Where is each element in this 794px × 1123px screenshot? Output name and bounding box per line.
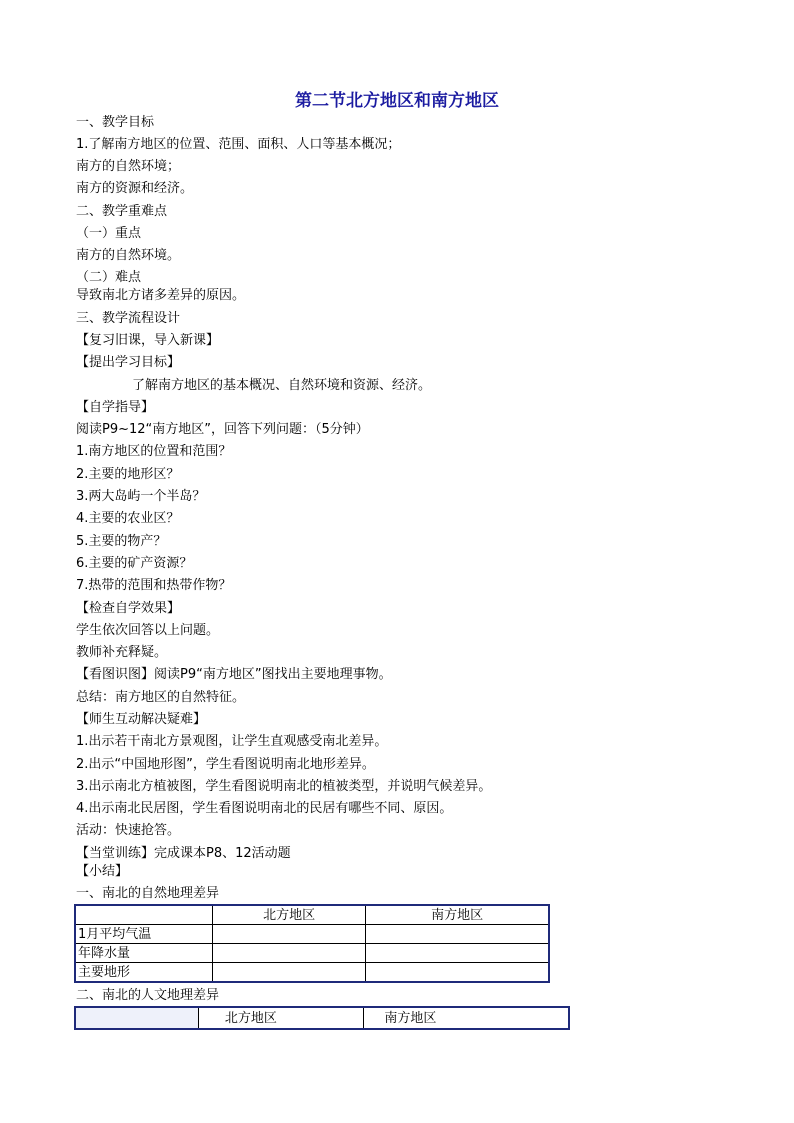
table-cell <box>212 963 365 983</box>
text-line: 南方的自然环境； <box>76 159 181 174</box>
text-line: 二、教学重难点 <box>76 204 168 219</box>
table-header-cell: 北方地区 <box>198 1007 363 1029</box>
human-difference-table <box>74 1006 570 1030</box>
text-line: 南方的资源和经济。 <box>76 181 194 196</box>
text-line: 5.主要的物产？ <box>76 534 167 549</box>
table-cell <box>366 963 549 983</box>
text-line: 【自学指导】 <box>76 400 155 415</box>
table-row <box>75 944 549 963</box>
text-line: 总结：南方地区的自然特征。 <box>76 690 246 705</box>
table-cell: 主要地形 <box>75 963 212 983</box>
text-line: 【师生互动解决疑难】 <box>76 712 207 727</box>
text-line: 1.出示若干南北方景观图，让学生直观感受南北差异。 <box>76 734 388 749</box>
table-row <box>75 925 549 944</box>
text-line: 2.主要的地形区？ <box>76 467 180 482</box>
table-header-row <box>75 905 549 925</box>
text-line: 三、教学流程设计 <box>76 311 181 326</box>
text-line: （二）难点 <box>76 270 142 285</box>
table-header-cell: 北方地区 <box>212 905 365 925</box>
table-cell <box>212 925 365 944</box>
table-cell: 1月平均气温 <box>75 925 212 944</box>
text-line: 2.出示“中国地形图”，学生看图说明南北地形差异。 <box>76 757 375 772</box>
table-header-row <box>75 1007 569 1029</box>
text-line: 阅读P9~12“南方地区”，回答下列问题：（5分钟） <box>76 422 369 437</box>
text-line: 4.主要的农业区？ <box>76 511 180 526</box>
table-cell <box>366 925 549 944</box>
text-line: 7.热带的范围和热带作物？ <box>76 578 232 593</box>
text-line: 教师补充释疑。 <box>76 645 168 660</box>
table-row <box>75 963 549 983</box>
text-line: 【小结】 <box>76 864 129 879</box>
text-line: 了解南方地区的基本概况、自然环境和资源、经济。 <box>132 378 432 393</box>
text-line: 一、南北的自然地理差异 <box>76 886 220 901</box>
text-line: 4.出示南北民居图，学生看图说明南北的民居有哪些不同、原因。 <box>76 801 453 816</box>
text-line: 南方的自然环境。 <box>76 248 181 263</box>
table-cell <box>75 1007 198 1029</box>
text-line: 3.出示南北方植被图，学生看图说明南北的植被类型，并说明气候差异。 <box>76 779 492 794</box>
table-cell: 年降水量 <box>75 944 212 963</box>
text-line: 【检查自学效果】 <box>76 601 181 616</box>
natural-difference-table <box>74 904 550 983</box>
document-title: 第二节北方地区和南方地区 <box>295 91 499 111</box>
text-line: 学生依次回答以上问题。 <box>76 623 220 638</box>
table-header-cell: 南方地区 <box>364 1007 569 1029</box>
text-line: 【当堂训练】完成课本P8、12活动题 <box>76 846 291 861</box>
text-line: （一）重点 <box>76 226 142 241</box>
text-line: 3.两大岛屿一个半岛？ <box>76 489 206 504</box>
table-header-cell: 南方地区 <box>366 905 549 925</box>
text-line: 导致南北方诸多差异的原因。 <box>76 288 246 303</box>
text-line: 【提出学习目标】 <box>76 355 181 370</box>
text-line: 一、教学目标 <box>76 115 155 130</box>
text-line: 6.主要的矿产资源？ <box>76 556 193 571</box>
table-cell <box>212 944 365 963</box>
text-line: 【复习旧课，导入新课】 <box>76 333 220 348</box>
section-heading: 二、南北的人文地理差异 <box>76 988 220 1003</box>
table-cell <box>366 944 549 963</box>
text-line: 1.了解南方地区的位置、范围、面积、人口等基本概况； <box>76 137 401 152</box>
table-cell <box>75 905 212 925</box>
text-line: 活动：快速抢答。 <box>76 823 181 838</box>
text-line: 1.南方地区的位置和范围？ <box>76 444 232 459</box>
text-line: 【看图识图】阅读P9“南方地区”图找出主要地理事物。 <box>76 667 392 682</box>
